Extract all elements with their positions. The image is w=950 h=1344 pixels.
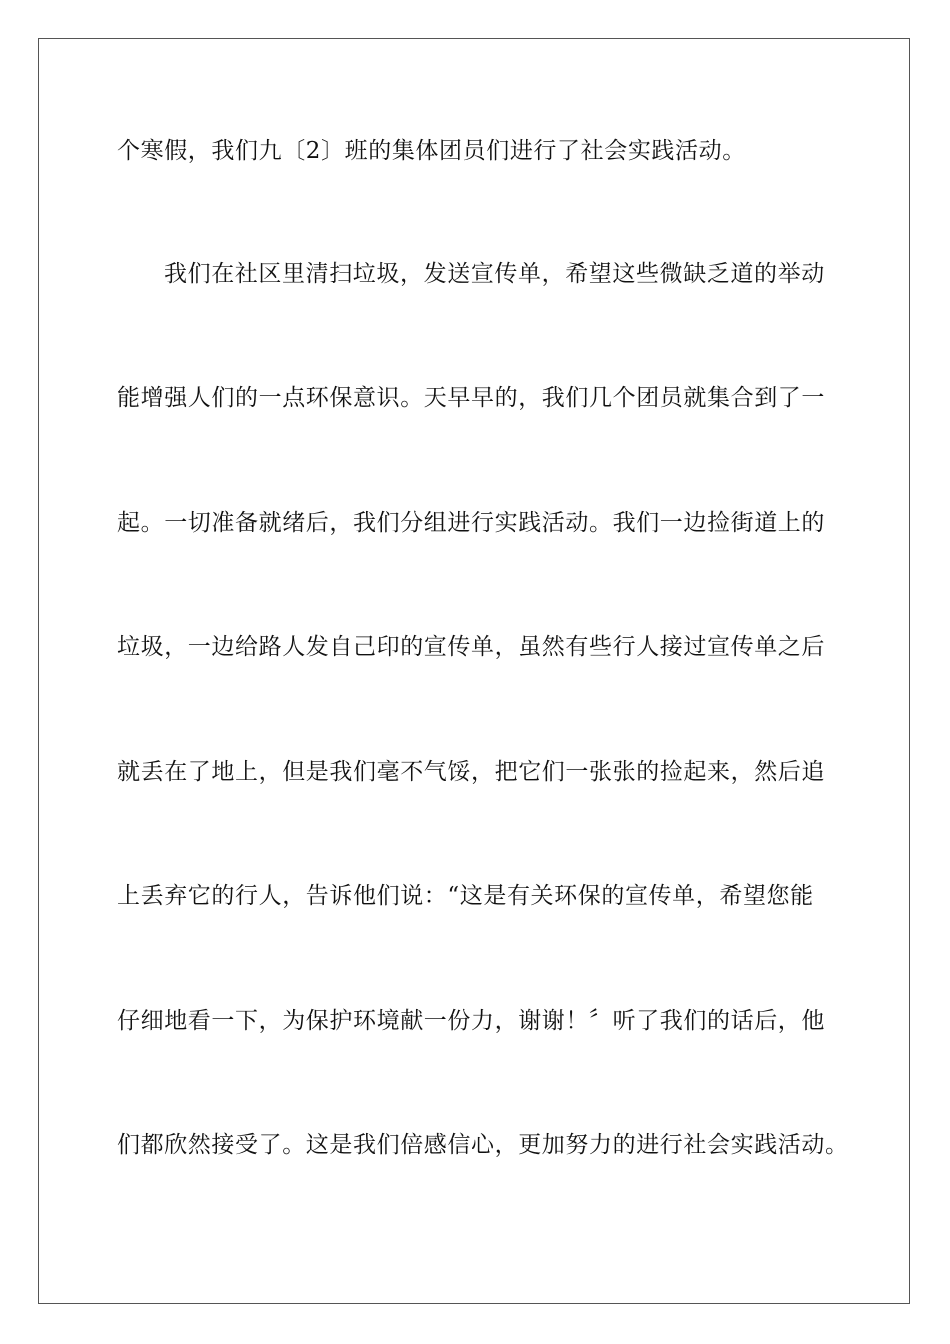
text-line-5: 垃圾，一边给路人发自己印的宣传单，虽然有些行人接过宣传单之后 bbox=[117, 634, 825, 660]
page-border bbox=[38, 38, 910, 1304]
text-line-7: 上丢弃它的行人，告诉他们说：“这是有关环保的宣传单，希望您能 bbox=[117, 883, 814, 909]
text-line-2: 我们在社区里清扫垃圾，发送宣传单，希望这些微缺乏道的举动 bbox=[164, 261, 825, 287]
text-line-8: 仔细地看一下，为保护环境献一份力，谢谢！〞听了我们的话后，他 bbox=[117, 1008, 825, 1034]
text-line-9: 们都欣然接受了。这是我们倍感信心，更加努力的进行社会实践活动。 bbox=[117, 1132, 849, 1158]
text-line-4: 起。一切准备就绪后，我们分组进行实践活动。我们一边捡街道上的 bbox=[117, 510, 825, 536]
text-line-3: 能增强人们的一点环保意识。天早早的，我们几个团员就集合到了一 bbox=[117, 385, 825, 411]
text-line-1: 个寒假，我们九〔2〕班的集体团员们进行了社会实践活动。 bbox=[117, 138, 746, 164]
text-line-6: 就丢在了地上，但是我们毫不气馁，把它们一张张的捡起来，然后追 bbox=[117, 759, 825, 785]
